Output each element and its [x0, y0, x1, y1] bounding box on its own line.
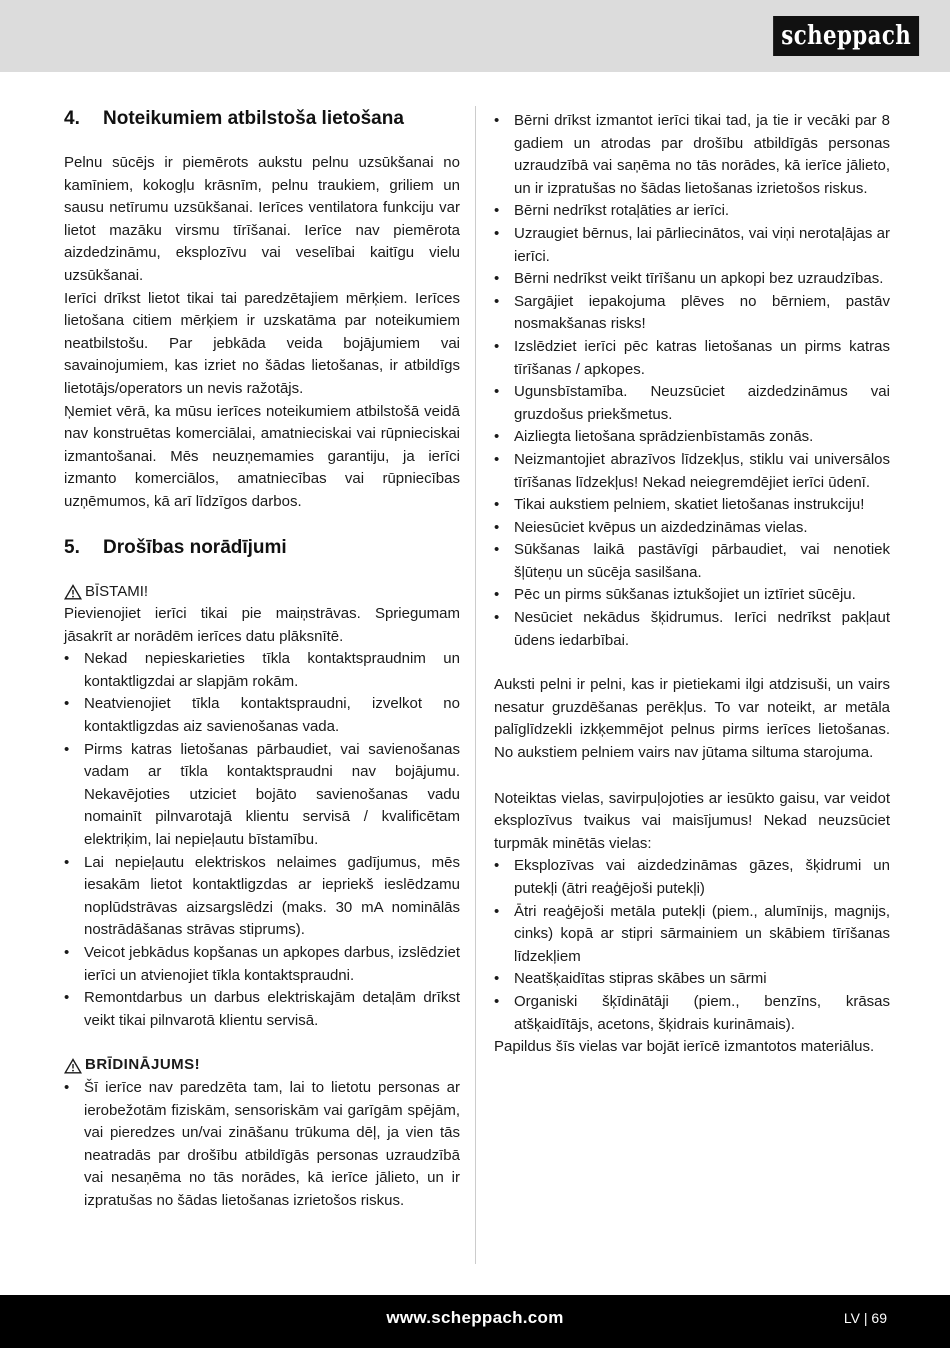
paragraph: Ņemiet vērā, ka mūsu ierīces noteikumiem atbilstošā veidā nav konstruētas komerciālai, amatnieciskai vai rūpnieciskai izmantošanai. Mēs neuzņemamies garantiju, ja ierīci izmanto komerciālos, amatniecības vai rūpniecības uzņēmumos, kā arī līdzīgos darbos. — [64, 402, 460, 510]
list-item: • Tikai aukstiem pelniem, skatiet lietošanas instrukciju! — [494, 494, 890, 517]
footer-bar — [0, 1295, 950, 1348]
warning-list — [64, 1077, 460, 1213]
left-column — [64, 106, 460, 1213]
safety-list — [64, 648, 460, 1032]
paragraph: Pelnu sūcējs ir piemērots aukstu pelnu uzsūkšanai no kamīniem, kokogļu krāsnīm, pelnu traukiem, griliem un sausu netīrumu uzsūkšanai. Ierīces ventilatora funkciju var lietot mazāku virsmu tīrīšanai. Ierīce nav piemērota aizdedzināmu, eksplozīvu vai veselībai kaitīgu vielu uzsūkšanai. — [64, 154, 460, 284]
column-divider — [475, 106, 476, 1264]
paragraph: Ierīci drīkst lietot tikai tai paredzētajiem mērķiem. Ierīces lietošana citiem mērķiem ir uzskatāma par noteikumiem neatbilstošu. Par jebkāda veida bojājumiem vai savainojumiem, kas izriet no šādas lietošanas, ir atbildīgs lietotājs/operators un nevis ražotājs. — [64, 289, 460, 397]
list-item: • Ātri reaģējoši metāla putekļi (piem., alumīnijs, magnijs, cinks) kopā ar stipri sārmainiem un skābiem tīrīšanas līdzekļiem — [494, 901, 890, 969]
danger-label-text: BĪSTAMI! — [85, 582, 149, 600]
section-number: 4. — [64, 108, 80, 129]
list-item: • Neiesūciet kvēpus un aizdedzināmas vielas. — [494, 517, 890, 540]
danger-label — [64, 581, 460, 604]
paragraph: Noteiktas vielas, savirpuļojoties ar iesūkto gaisu, var veidot eksplozīvus tvaikus vai maisījumus! Nekad neuzsūciet turpmāk minētās vielas: — [494, 789, 890, 852]
list-item: • Organiski šķīdinātāji (piem., benzīns, krāsas atšķaidītājs, acetons, šķidrais kurināmais). — [494, 991, 890, 1036]
brand-logo: scheppach — [773, 16, 919, 56]
children-safety-list — [494, 110, 890, 652]
section-title: Noteikumiem atbilstoša lietošana — [103, 108, 404, 129]
header-bar — [0, 0, 950, 72]
list-item: • Bērni drīkst izmantot ierīci tikai tad, ja tie ir vecāki par 8 gadiem un atrodas par drošību atbildīgās personas uzraudzībā vai saņēma no tās norādes, kā ierīce jālieto, un ir izpratušas no šādas lietošanas izrietošos riskus. — [494, 110, 890, 200]
list-item: • Veicot jebkādus kopšanas un apkopes darbus, izslēdziet ierīci un atvienojiet tīkla kontaktspraudni. — [64, 942, 460, 987]
list-item: • Pirms katras lietošanas pārbaudiet, vai savienošanas vadam ar tīkla kontaktspraudni nav bojājumu. Nekavējoties utziciet bojāto savienošanas vadu nomainīt pilnvarotajā klientu servisā / kvalificētam elektriķim, lai nepieļautu bīstamību. — [64, 739, 460, 852]
list-item: • Neatvienojiet tīkla kontaktspraudni, izvelkot no kontaktligzdas aiz savienošanas vada. — [64, 693, 460, 738]
list-item: • Uzraugiet bērnus, lai pārliecinātos, vai viņi nerotaļājas ar ierīci. — [494, 223, 890, 268]
list-item: • Izslēdziet ierīci pēc katras lietošanas un pirms katras tīrīšanas / apkopes. — [494, 336, 890, 381]
warning-label-text: BRĪDINĀJUMS! — [85, 1056, 201, 1074]
list-item: • Remontdarbus un darbus elektriskajām detaļām drīkst veikt tikai pilnvarotā klientu servisā. — [64, 987, 460, 1032]
right-column — [494, 110, 890, 1059]
footer-website-link[interactable]: www.scheppach.com — [386, 1308, 564, 1327]
list-item: • Neizmantojiet abrazīvos līdzekļus, stiklu vai universālos tīrīšanas līdzekļus! Nekad neiegremdējiet ierīci ūdenī. — [494, 449, 890, 494]
warning-label — [64, 1054, 460, 1077]
list-item: • Nesūciet nekādus šķidrumus. Ierīci nedrīkst pakļaut ūdens iedarbībai. — [494, 607, 890, 652]
list-item: • Nekad nepieskarieties tīkla kontaktspraudnim un kontaktligzdai ar slapjām rokām. — [64, 648, 460, 693]
warning-triangle-icon — [64, 1058, 82, 1074]
section-title: Drošības norādījumi — [103, 536, 287, 558]
section-5-heading — [64, 535, 460, 561]
list-item: • Ugunsbīstamība. Neuzsūciet aizdedzināmus vai gruzdošus priekšmetus. — [494, 381, 890, 426]
substances-list — [494, 855, 890, 1036]
list-item: • Bērni nedrīkst rotaļāties ar ierīci. — [494, 200, 890, 223]
warning-triangle-icon — [64, 584, 82, 600]
page-number: LV | 69 — [843, 1310, 887, 1326]
list-item: • Neatšķaidītas stipras skābes un sārmi — [494, 968, 890, 991]
list-item: • Šī ierīce nav paredzēta tam, lai to lietotu personas ar ierobežotām fiziskām, sensoriskām vai garīgām spējām, vai pieredzes un/vai zināšanu trūkuma dēļ, ja vien tās neatradās par drošību atbildīgās personas uzraudzībā vai nesaņēma no tās norādes, kā ierīce jālieto, un ir izpratušas no šādas lietošanas izrietošos riskus. — [64, 1077, 460, 1213]
list-item: • Aizliegta lietošana sprādzienbīstamās zonās. — [494, 426, 890, 449]
list-item: • Lai nepieļautu elektriskos nelaimes gadījumus, mēs iesakām lietot kontaktligzdas ar iepriekš ieslēdzamu noplūdstrāvas aizsargslēdzi (maks. 30 mA nominālās nostrādāšanas strāvas stiprums). — [64, 852, 460, 942]
section-4-heading — [64, 106, 460, 132]
list-item: • Bērni nedrīkst veikt tīrīšanu un apkopi bez uzraudzības. — [494, 268, 890, 291]
paragraph: Papildus šīs vielas var bojāt ierīcē izmantotos materiālus. — [494, 1038, 875, 1056]
list-item: • Pēc un pirms sūkšanas iztukšojiet un iztīriet sūcēju. — [494, 584, 890, 607]
paragraph: Auksti pelni ir pelni, kas ir pietiekami ilgi atdzisuši, un vairs nesatur gruzdēšanas perēkļus. To var noteikt, ar metāla palīglīdzekli izkķemmējot pelnus pirms ierīces lietošanas. No aukstiem pelniem vairs nav jūtama siltuma starojuma. — [494, 676, 890, 762]
list-item: • Eksplozīvas vai aizdedzināmas gāzes, šķidrumi un putekļi (ātri reaģējoši putekļi) — [494, 855, 890, 900]
list-item: • Sūkšanas laikā pastāvīgi pārbaudiet, vai nenotiek šļūteņu un sūcēja sasilšana. — [494, 539, 890, 584]
section-number: 5. — [64, 536, 80, 558]
list-item: • Sargājiet iepakojuma plēves no bērniem, pastāv nosmakšanas risks! — [494, 291, 890, 336]
paragraph: Pievienojiet ierīci tikai pie maiņstrāvas. Spriegumam jāsakrīt ar norādēm ierīces datu plāksnītē. — [64, 605, 460, 645]
